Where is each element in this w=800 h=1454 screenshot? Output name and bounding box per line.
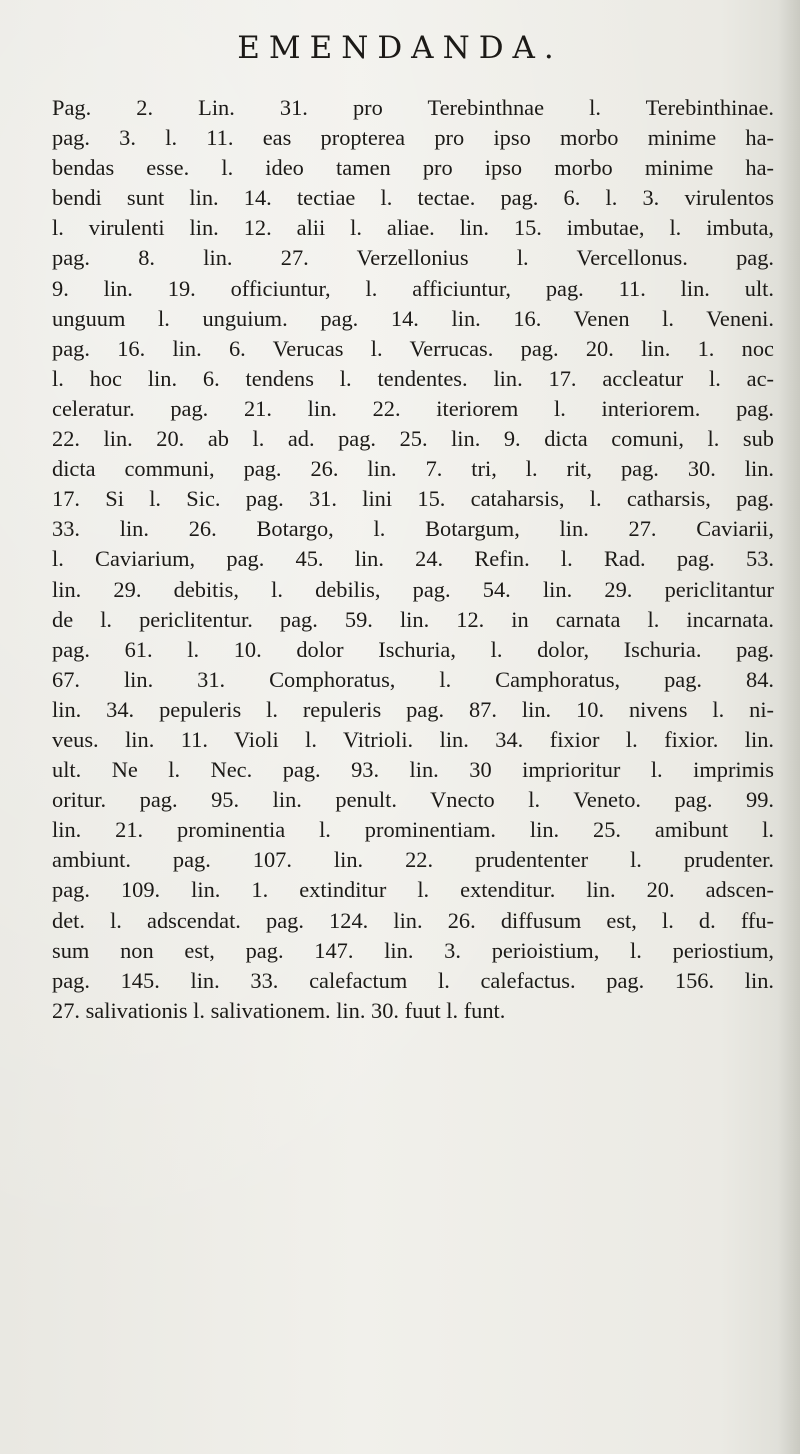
errata-line: pag. 61. l. 10. dolor Ischuria, l. dolor, Ischuria. pag.: [52, 636, 774, 662]
errata-line: bendas esse. l. ideo tamen pro ipso morbo minime ha-: [52, 155, 774, 181]
errata-line: lin. 29. debitis, l. debilis, pag. 54. lin. 29. periclitantur: [52, 576, 774, 602]
errata-line: sum non est, pag. 147. lin. 3. perioistium, l. periostium,: [52, 937, 774, 963]
errata-line: pag. 8. lin. 27. Verzellonius l. Vercellonus. pag.: [52, 245, 774, 271]
errata-line: 22. lin. 20. ab l. ad. pag. 25. lin. 9. dicta comuni, l. sub: [52, 426, 774, 452]
errata-line: pag. 109. lin. 1. extinditur l. extenditur. lin. 20. adscen-: [52, 877, 774, 903]
errata-line: lin. 34. pepuleris l. repuleris pag. 87. lin. 10. nivens l. ni-: [52, 696, 774, 722]
errata-line: Pag. 2. Lin. 31. pro Terebinthnae l. Terebinthinae.: [52, 95, 774, 120]
errata-line: pag. 145. lin. 33. calefactum l. calefactus. pag. 156. lin.: [52, 967, 774, 993]
errata-line: ambiunt. pag. 107. lin. 22. prudententer l. prudenter.: [52, 847, 774, 873]
errata-line: det. l. adscendat. pag. 124. lin. 26. diffusum est, l. d. ffu-: [52, 907, 774, 933]
errata-list: [52, 93, 774, 1026]
errata-line: dicta communi, pag. 26. lin. 7. tri, l. rit, pag. 30. lin.: [52, 456, 774, 482]
page-heading: EMENDANDA.: [237, 30, 563, 66]
errata-line: l. Caviarium, pag. 45. lin. 24. Refin. l. Rad. pag. 53.: [52, 546, 774, 572]
errata-line: l. hoc lin. 6. tendens l. tendentes. lin. 17. accleatur l. ac-: [52, 365, 774, 391]
errata-line: l. virulenti lin. 12. alii l. aliae. lin. 15. imbutae, l. imbuta,: [52, 215, 774, 241]
errata-line: bendi sunt lin. 14. tectiae l. tectae. pag. 6. l. 3. virulentos: [52, 185, 774, 211]
errata-line: pag. 3. l. 11. eas propterea pro ipso morbo minime ha-: [52, 125, 774, 151]
page-edge-shadow: [778, 0, 800, 1454]
errata-line: 33. lin. 26. Botargo, l. Botargum, lin. 27. Caviarii,: [52, 516, 774, 542]
errata-line: 9. lin. 19. officiuntur, l. afficiuntur, pag. 11. lin. ult.: [52, 275, 774, 301]
errata-line: ult. Ne l. Nec. pag. 93. lin. 30 imprioritur l. imprimis: [52, 757, 774, 783]
errata-line: lin. 21. prominentia l. prominentiam. lin. 25. amibunt l.: [52, 817, 774, 843]
errata-line: 67. lin. 31. Comphoratus, l. Camphoratus, pag. 84.: [52, 666, 774, 692]
errata-line: celeratur. pag. 21. lin. 22. iteriorem l. interiorem. pag.: [52, 395, 774, 421]
errata-line: 27. salivationis l. salivationem. lin. 30. fuut l. funt.: [52, 997, 506, 1023]
errata-line: oritur. pag. 95. lin. penult. Vnecto l. Veneto. pag. 99.: [52, 787, 774, 813]
errata-line: veus. lin. 11. Violi l. Vitrioli. lin. 34. fixior l. fixior. lin.: [52, 726, 774, 752]
errata-line: pag. 16. lin. 6. Verucas l. Verrucas. pag. 20. lin. 1. noc: [52, 335, 774, 361]
errata-line: de l. periclitentur. pag. 59. lin. 12. in carnata l. incarnata.: [52, 606, 774, 632]
errata-line: 17. Si l. Sic. pag. 31. lini 15. cataharsis, l. catharsis, pag.: [52, 486, 774, 512]
errata-line: unguum l. unguium. pag. 14. lin. 16. Venen l. Veneni.: [52, 305, 774, 331]
